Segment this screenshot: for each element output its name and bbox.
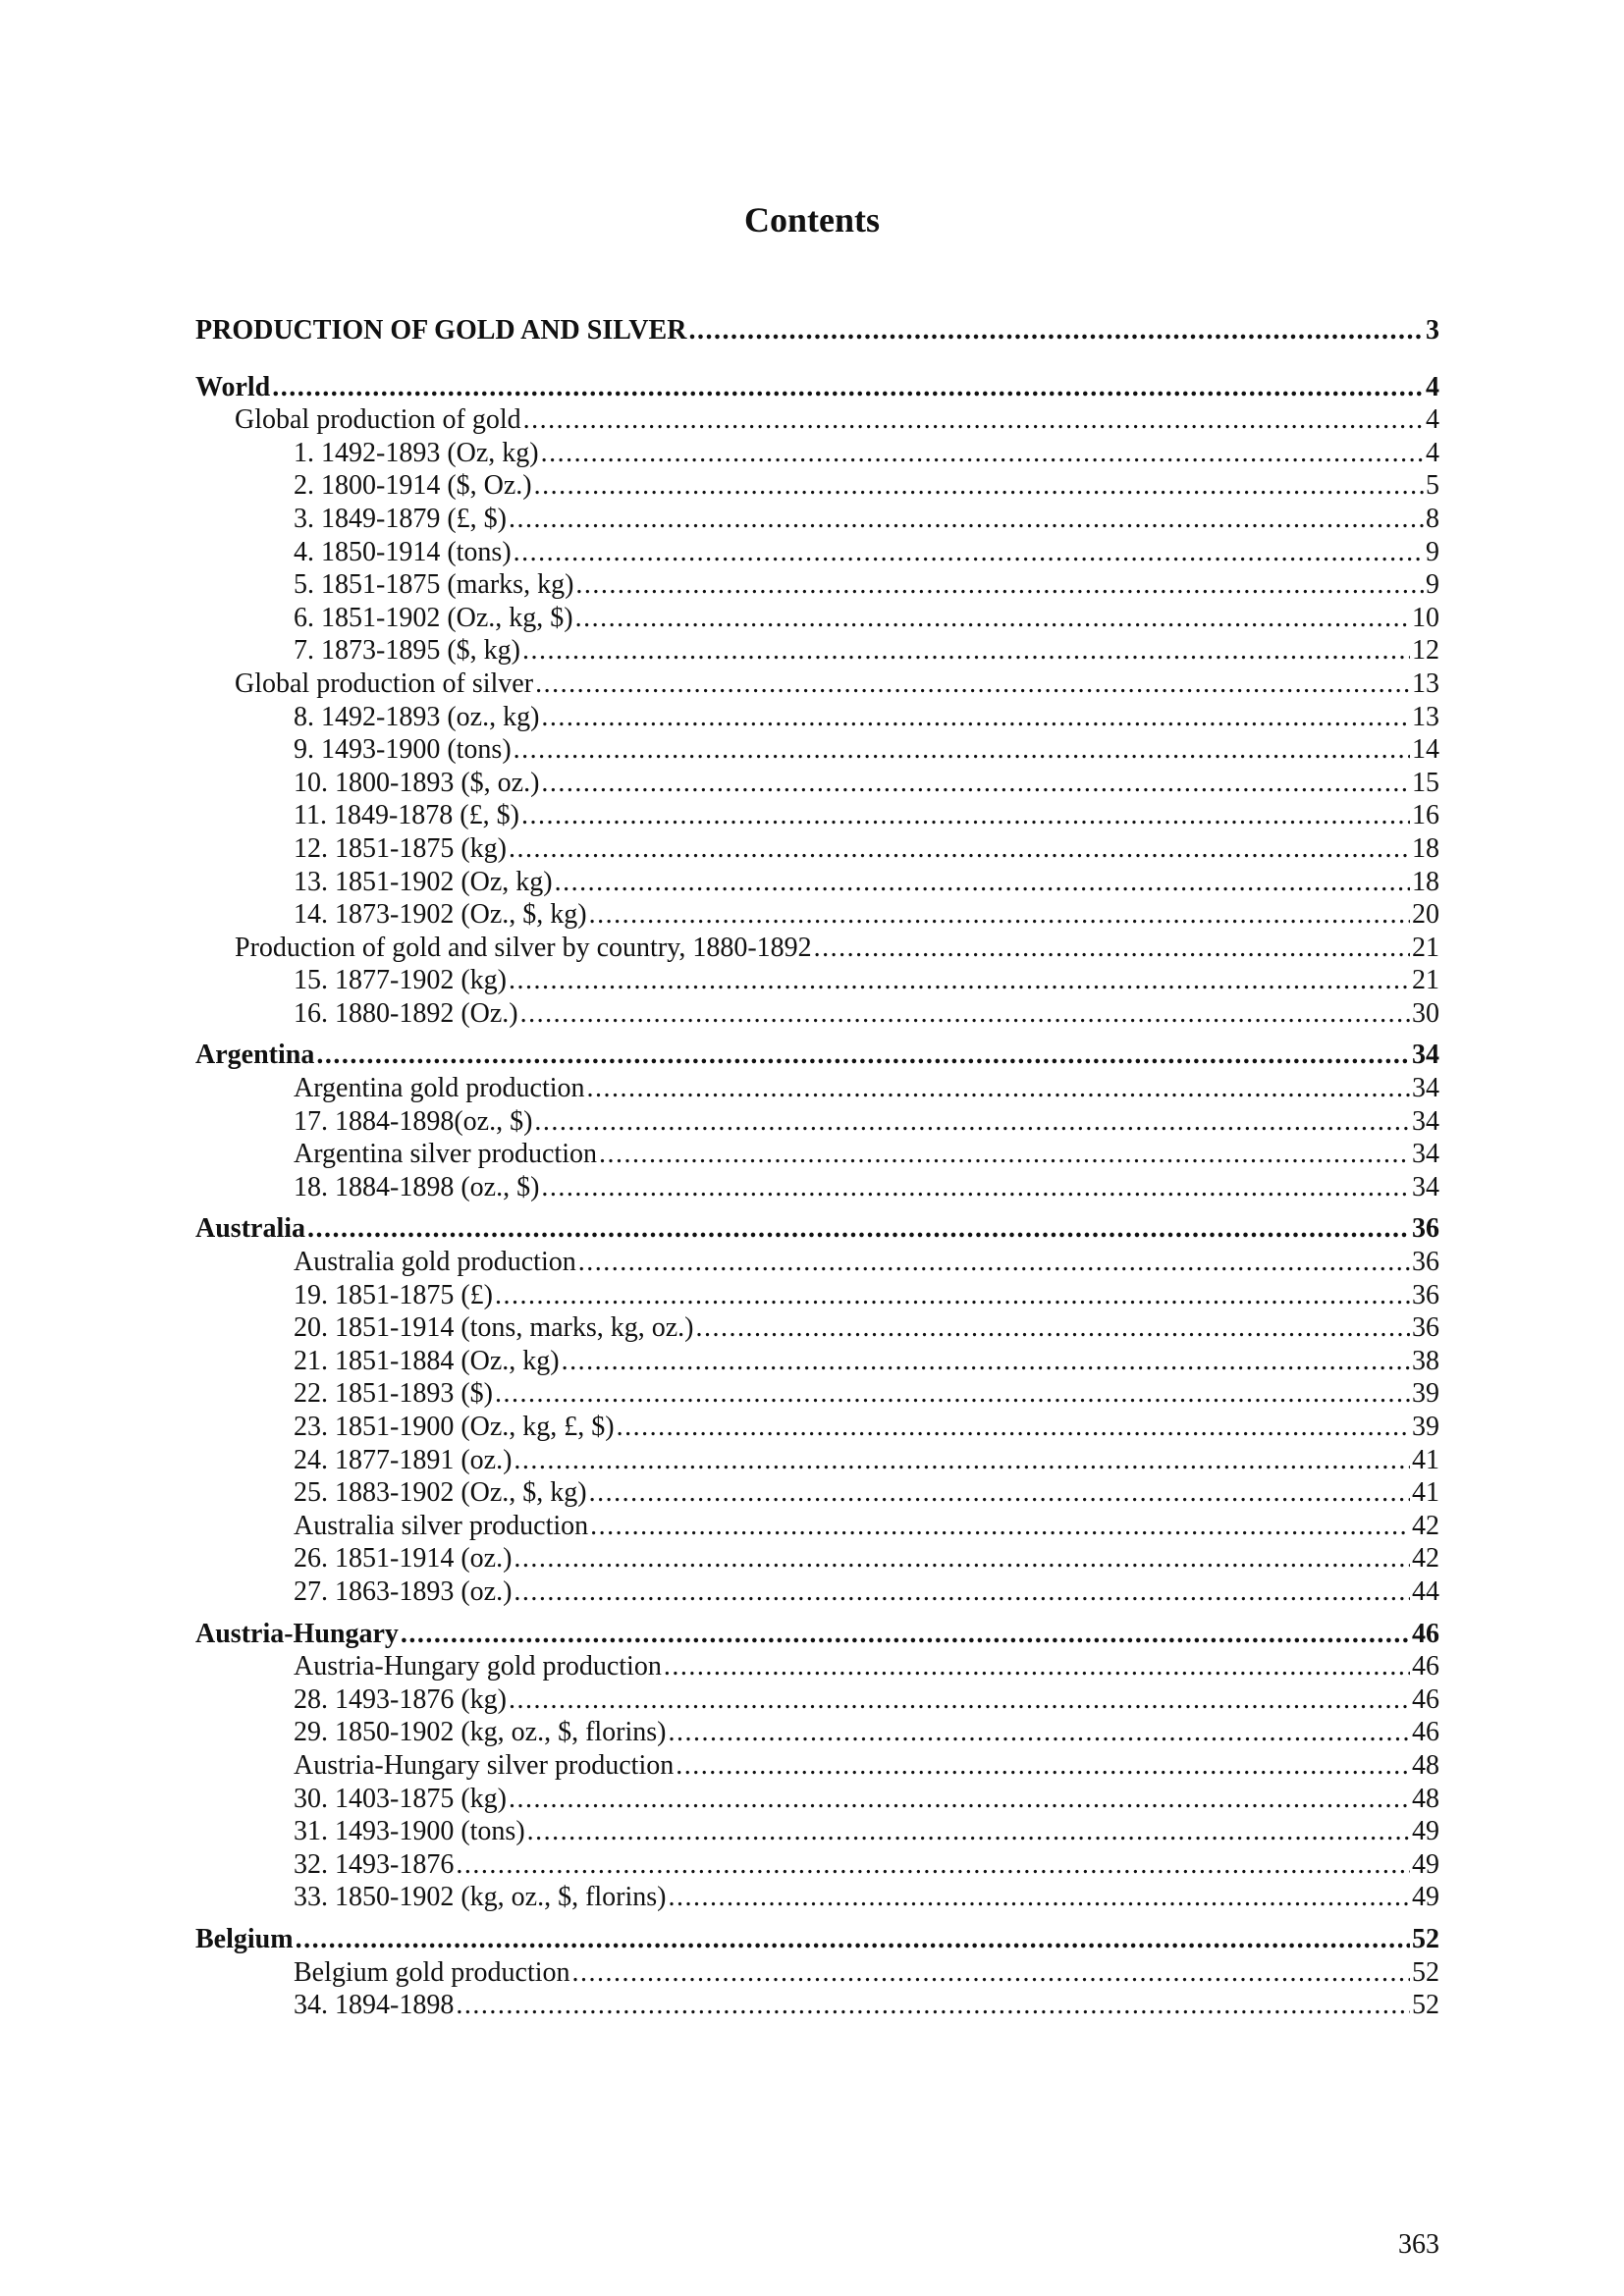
- dot-leader: [578, 1246, 1410, 1279]
- toc-entry-label: 18. 1884-1898 (oz., $): [294, 1171, 540, 1202]
- toc-entry-label: 30. 1403-1875 (kg): [294, 1783, 507, 1814]
- dot-leader: [589, 898, 1410, 932]
- toc-entry-label: Argentina gold production: [294, 1073, 585, 1104]
- dot-leader: [495, 1377, 1410, 1411]
- dot-leader: [509, 503, 1424, 536]
- toc-entry-label: 21. 1851-1884 (Oz., kg): [294, 1345, 560, 1376]
- toc-entry-label: 6. 1851-1902 (Oz., kg, $): [294, 602, 573, 633]
- toc-entry[interactable]: [195, 997, 1439, 1031]
- toc-entry[interactable]: [195, 503, 1439, 536]
- toc-entry-page-number: 16: [1412, 800, 1439, 831]
- toc-entry-page-number: 46: [1412, 1651, 1439, 1682]
- toc-entry-label: 20. 1851-1914 (tons, marks, kg, oz.): [294, 1312, 694, 1344]
- toc-entry-page-number: 49: [1412, 1848, 1439, 1880]
- toc-section-heading[interactable]: [195, 1039, 1439, 1072]
- dot-leader: [590, 1510, 1410, 1543]
- toc-entry-page-number: 13: [1412, 667, 1439, 699]
- toc-entry-page-number: 41: [1412, 1477, 1439, 1509]
- dot-leader: [495, 1279, 1410, 1312]
- toc-entry[interactable]: [195, 1749, 1439, 1783]
- toc-entry[interactable]: [195, 964, 1439, 997]
- toc-entry[interactable]: [195, 1072, 1439, 1105]
- dot-leader: [523, 403, 1424, 437]
- toc-entry-page-number: 8: [1426, 503, 1439, 534]
- toc-entry[interactable]: [195, 1411, 1439, 1444]
- toc-entry-page-number: 36: [1412, 1279, 1439, 1310]
- toc-entry[interactable]: [195, 1783, 1439, 1816]
- toc-entry[interactable]: [195, 1345, 1439, 1378]
- toc-entry-page-number: 9: [1426, 569, 1439, 601]
- toc-entry-page-number: 34: [1412, 1171, 1439, 1202]
- toc-entry-page-number: 34: [1412, 1040, 1439, 1071]
- toc-entry-label: Australia silver production: [294, 1510, 589, 1541]
- toc-entry[interactable]: [195, 1279, 1439, 1312]
- toc-entry[interactable]: [195, 1716, 1439, 1749]
- toc-entry-page-number: 4: [1426, 371, 1439, 402]
- toc-entry-page-number: 15: [1412, 767, 1439, 798]
- dot-leader: [456, 1989, 1410, 2022]
- toc-subsection-item[interactable]: [195, 932, 1439, 965]
- toc-entry[interactable]: [195, 799, 1439, 832]
- dot-leader: [541, 437, 1424, 470]
- toc-entry-label: Global production of gold: [235, 404, 521, 436]
- toc-entry[interactable]: [195, 1542, 1439, 1575]
- toc-entry-page-number: 4: [1426, 437, 1439, 468]
- toc-entry-page-number: 52: [1412, 1990, 1439, 2021]
- toc-entry[interactable]: [195, 1476, 1439, 1510]
- toc-entry-label: 28. 1493-1876 (kg): [294, 1683, 507, 1715]
- toc-entry[interactable]: [195, 1444, 1439, 1477]
- toc-entry-label: 22. 1851-1893 ($): [294, 1378, 493, 1410]
- dot-leader: [572, 1956, 1410, 1990]
- toc-entry-label: 1. 1492-1893 (Oz, kg): [294, 437, 539, 468]
- toc-entry[interactable]: [195, 1138, 1439, 1171]
- dot-leader: [669, 1716, 1410, 1749]
- toc-entry[interactable]: [195, 1989, 1439, 2022]
- dot-leader: [527, 1815, 1410, 1848]
- dot-leader: [599, 1138, 1410, 1171]
- toc-entry-label: 17. 1884-1898(oz., $): [294, 1105, 533, 1137]
- toc-entry-page-number: 36: [1412, 1312, 1439, 1344]
- toc-entry-label: 10. 1800-1893 ($, oz.): [294, 767, 540, 798]
- toc-entry-page-number: 38: [1412, 1345, 1439, 1376]
- toc-entry-label: Argentina silver production: [294, 1139, 597, 1170]
- dot-leader: [514, 536, 1424, 569]
- toc-entry-page-number: 46: [1412, 1717, 1439, 1748]
- toc-entry-label: Austria-Hungary: [195, 1618, 399, 1649]
- toc-entry-page-number: 36: [1412, 1247, 1439, 1278]
- dot-leader: [535, 667, 1410, 701]
- dot-leader: [534, 1105, 1410, 1139]
- toc-entry-page-number: 34: [1412, 1105, 1439, 1137]
- toc-entry-page-number: 48: [1412, 1783, 1439, 1814]
- toc-entry-page-number: 42: [1412, 1543, 1439, 1575]
- dot-leader: [401, 1618, 1410, 1651]
- toc-entry[interactable]: [195, 602, 1439, 635]
- dot-leader: [575, 602, 1410, 635]
- toc-entry-page-number: 10: [1412, 602, 1439, 633]
- toc-entry[interactable]: [195, 733, 1439, 767]
- toc-entry-label: Belgium: [195, 1923, 294, 1954]
- dot-leader: [814, 932, 1410, 965]
- toc-entry-label: Australia gold production: [294, 1247, 576, 1278]
- toc-entry-page-number: 34: [1412, 1073, 1439, 1104]
- toc-entry-label: 13. 1851-1902 (Oz, kg): [294, 866, 553, 897]
- dot-leader: [514, 733, 1410, 767]
- toc-subsection-item[interactable]: [195, 403, 1439, 437]
- toc-entry-label: Production of gold and silver by country, 1880-1892: [235, 932, 812, 963]
- toc-entry-label: 11. 1849-1878 (£, $): [294, 800, 519, 831]
- toc-entry[interactable]: [195, 1683, 1439, 1717]
- toc-entry[interactable]: [195, 1377, 1439, 1411]
- dot-leader: [509, 832, 1410, 866]
- toc-entry-label: 3. 1849-1879 (£, $): [294, 503, 507, 534]
- toc-section-heading[interactable]: [195, 1923, 1439, 1956]
- toc-entry-label: Austria-Hungary silver production: [294, 1749, 675, 1781]
- toc-entry[interactable]: [195, 1881, 1439, 1914]
- toc-entry-label: 29. 1850-1902 (kg, oz., $, florins): [294, 1717, 667, 1748]
- toc-entry-page-number: 44: [1412, 1575, 1439, 1607]
- toc-entry-label: Austria-Hungary gold production: [294, 1651, 662, 1682]
- dot-leader: [514, 1444, 1410, 1477]
- dot-leader: [541, 767, 1410, 800]
- toc-entry-page-number: 39: [1412, 1412, 1439, 1442]
- toc-entry-label: 15. 1877-1902 (kg): [294, 965, 507, 996]
- toc-entry-page-number: 5: [1426, 470, 1439, 502]
- toc-entry-label: 2. 1800-1914 ($, Oz.): [294, 470, 532, 502]
- dot-leader: [296, 1923, 1410, 1956]
- toc-entry-page-number: 20: [1412, 899, 1439, 931]
- toc-entry[interactable]: [195, 1246, 1439, 1279]
- toc-entry[interactable]: [195, 1848, 1439, 1882]
- toc-entry[interactable]: [195, 1105, 1439, 1139]
- toc-entry-label: 4. 1850-1914 (tons): [294, 536, 512, 567]
- toc-entry[interactable]: [195, 898, 1439, 932]
- toc-entry[interactable]: [195, 634, 1439, 667]
- toc-entry-page-number: 9: [1426, 536, 1439, 567]
- toc-section-heading[interactable]: [195, 371, 1439, 404]
- toc-entry-label: 33. 1850-1902 (kg, oz., $, florins): [294, 1882, 667, 1913]
- toc-entry-page-number: 48: [1412, 1749, 1439, 1781]
- toc-entry-label: 12. 1851-1875 (kg): [294, 832, 507, 864]
- dot-leader: [589, 1476, 1410, 1510]
- toc-entry-label: 7. 1873-1895 ($, kg): [294, 635, 520, 667]
- toc-entry-label: Global production of silver: [235, 667, 534, 699]
- toc-entry-label: 34. 1894-1898: [294, 1990, 455, 2021]
- dot-leader: [514, 1542, 1410, 1575]
- toc-entry-page-number: 46: [1412, 1618, 1439, 1649]
- dot-leader: [509, 964, 1410, 997]
- toc-entry-label: World: [195, 371, 271, 402]
- toc-entry[interactable]: [195, 832, 1439, 866]
- dot-leader: [541, 1171, 1410, 1204]
- toc-entry-page-number: 52: [1412, 1956, 1439, 1988]
- toc-entry[interactable]: [195, 1956, 1439, 1990]
- dot-leader: [509, 1683, 1410, 1717]
- dot-leader: [307, 1212, 1410, 1246]
- dot-leader: [522, 634, 1410, 667]
- toc-entry-label: 23. 1851-1900 (Oz., kg, £, $): [294, 1412, 615, 1442]
- dot-leader: [575, 568, 1424, 602]
- dot-leader: [617, 1411, 1410, 1444]
- toc-entry-label: 32. 1493-1876: [294, 1848, 455, 1880]
- dot-leader: [562, 1345, 1410, 1378]
- toc-entry-label: 14. 1873-1902 (Oz., $, kg): [294, 899, 587, 931]
- dot-leader: [521, 799, 1410, 832]
- toc-entry-page-number: 18: [1412, 866, 1439, 897]
- table-of-contents: [195, 314, 1439, 2022]
- toc-section-heading[interactable]: [195, 1618, 1439, 1651]
- toc-entry-page-number: 52: [1412, 1923, 1439, 1954]
- toc-entry[interactable]: [195, 1171, 1439, 1204]
- toc-entry-label: 25. 1883-1902 (Oz., $, kg): [294, 1477, 587, 1509]
- toc-entry-page-number: 4: [1426, 404, 1439, 436]
- toc-entry-label: 5. 1851-1875 (marks, kg): [294, 569, 574, 601]
- dot-leader: [676, 1749, 1410, 1783]
- dot-leader: [688, 314, 1424, 347]
- toc-entry-page-number: 49: [1412, 1882, 1439, 1913]
- toc-entry-page-number: 21: [1412, 932, 1439, 963]
- toc-entry-page-number: 39: [1412, 1378, 1439, 1410]
- toc-entry[interactable]: [195, 866, 1439, 899]
- dot-leader: [534, 469, 1424, 503]
- dot-leader: [664, 1650, 1410, 1683]
- dot-leader: [316, 1039, 1410, 1072]
- toc-entry[interactable]: [195, 469, 1439, 503]
- dot-leader: [541, 701, 1410, 734]
- toc-entry-label: 9. 1493-1900 (tons): [294, 734, 512, 766]
- page-title: Contents: [743, 200, 880, 240]
- toc-entry[interactable]: [195, 1650, 1439, 1683]
- toc-entry-page-number: 13: [1412, 701, 1439, 732]
- toc-entry[interactable]: [195, 437, 1439, 470]
- dot-leader: [456, 1848, 1410, 1882]
- dot-leader: [520, 997, 1410, 1031]
- toc-entry-label: PRODUCTION OF GOLD AND SILVER: [195, 315, 687, 346]
- dot-leader: [587, 1072, 1410, 1105]
- toc-entry-page-number: 46: [1412, 1683, 1439, 1715]
- toc-entry-label: 26. 1851-1914 (oz.): [294, 1543, 513, 1575]
- toc-entry-label: Belgium gold production: [294, 1956, 570, 1988]
- toc-section-heading[interactable]: [195, 1212, 1439, 1246]
- dot-leader: [509, 1783, 1410, 1816]
- dot-leader: [272, 371, 1424, 404]
- toc-entry[interactable]: [195, 568, 1439, 602]
- toc-section-heading[interactable]: [195, 314, 1439, 347]
- toc-entry-label: 16. 1880-1892 (Oz.): [294, 997, 518, 1029]
- toc-entry-page-number: 3: [1426, 315, 1439, 346]
- dot-leader: [669, 1881, 1410, 1914]
- toc-entry-label: 24. 1877-1891 (oz.): [294, 1444, 513, 1475]
- toc-entry-page-number: 49: [1412, 1816, 1439, 1847]
- toc-entry[interactable]: [195, 536, 1439, 569]
- toc-entry-page-number: 14: [1412, 734, 1439, 766]
- toc-entry-label: 31. 1493-1900 (tons): [294, 1816, 525, 1847]
- toc-entry-page-number: 42: [1412, 1510, 1439, 1541]
- toc-entry-page-number: 41: [1412, 1444, 1439, 1475]
- toc-entry-label: Australia: [195, 1213, 305, 1245]
- toc-entry-page-number: 30: [1412, 997, 1439, 1029]
- toc-entry-page-number: 12: [1412, 635, 1439, 667]
- toc-entry[interactable]: [195, 701, 1439, 734]
- toc-entry-label: 8. 1492-1893 (oz., kg): [294, 701, 540, 732]
- toc-entry[interactable]: [195, 1815, 1439, 1848]
- dot-leader: [555, 866, 1410, 899]
- toc-subsection-item[interactable]: [195, 667, 1439, 701]
- toc-entry[interactable]: [195, 1311, 1439, 1345]
- toc-entry-page-number: 36: [1412, 1213, 1439, 1245]
- dot-leader: [696, 1311, 1410, 1345]
- toc-entry[interactable]: [195, 767, 1439, 800]
- page-number: 363: [1398, 2229, 1439, 2260]
- toc-entry[interactable]: [195, 1510, 1439, 1543]
- toc-entry-page-number: 21: [1412, 965, 1439, 996]
- toc-entry-label: 27. 1863-1893 (oz.): [294, 1575, 513, 1607]
- toc-entry-label: Argentina: [195, 1040, 315, 1071]
- toc-entry[interactable]: [195, 1575, 1439, 1609]
- toc-entry-label: 19. 1851-1875 (£): [294, 1279, 493, 1310]
- toc-entry-page-number: 34: [1412, 1139, 1439, 1170]
- toc-entry-page-number: 18: [1412, 832, 1439, 864]
- dot-leader: [514, 1575, 1410, 1609]
